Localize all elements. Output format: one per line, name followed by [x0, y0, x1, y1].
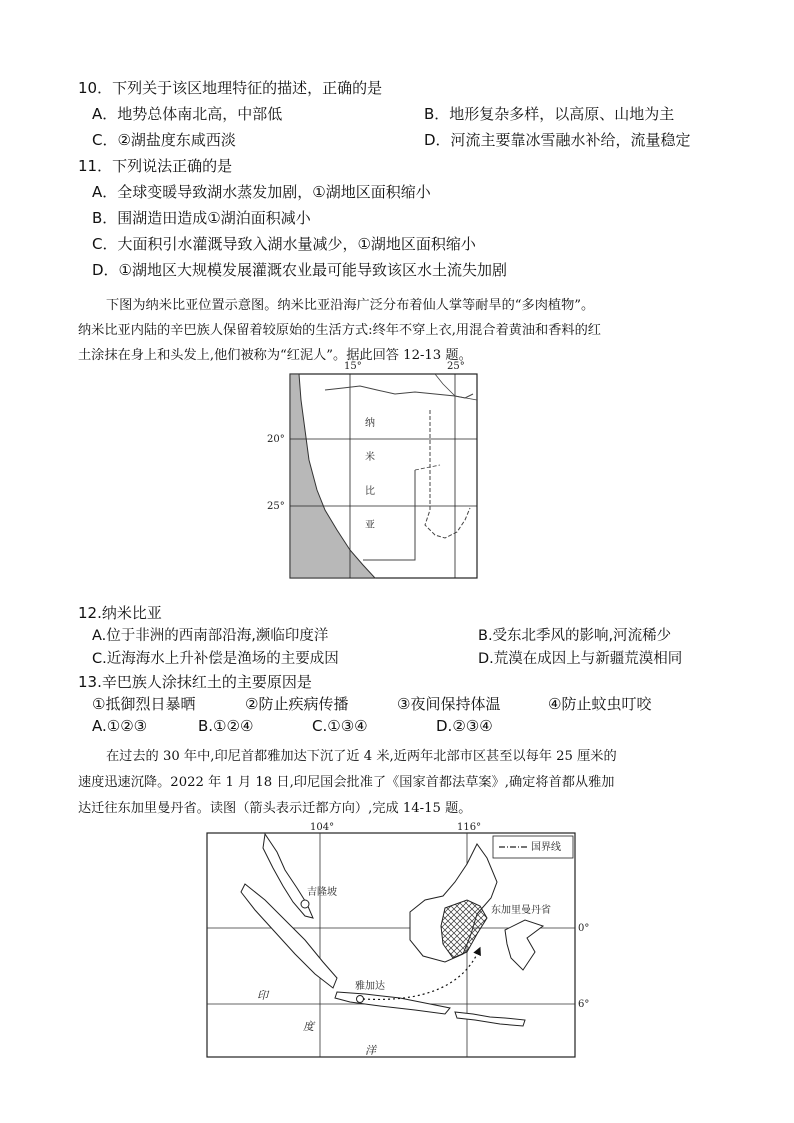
q11-option-c: C．大面积引水灌溉导致入湖水量减少，①湖地区面积缩小: [92, 235, 476, 253]
jakarta-point: [357, 996, 364, 1003]
lon-label-104: 104°: [310, 822, 335, 833]
q10-option-a: A．地势总体南北高，中部低: [92, 105, 283, 123]
passage1-line3: 土涂抹在身上和头发上,他们被称为“红泥人”。据此回答 12-13 题。: [78, 348, 472, 363]
q13-item-2: ②防止疾病传播: [245, 695, 349, 713]
ocean-label-2: 度: [303, 1020, 314, 1033]
country-char-4: 亚: [365, 520, 375, 531]
q13-stem: 13.辛巴族人涂抹红土的主要原因是: [78, 673, 312, 691]
q12-option-a: A.位于非洲的西南部沿海,濒临印度洋: [92, 628, 329, 644]
lat-label-0: 0°: [578, 923, 590, 934]
country-char-1: 纳: [365, 418, 375, 429]
q11-option-b: B．围湖造田造成①湖泊面积减小: [92, 209, 311, 227]
ocean-label-3: 洋: [365, 1044, 376, 1057]
q12-stem: 12.纳米比亚: [78, 604, 162, 622]
passage1-line1: 下图为纳米比亚位置示意图。纳米比亚沿海广泛分布着仙人掌等耐旱的“多肉植物”。: [106, 298, 595, 313]
east-kalimantan-label: 东加里曼丹省: [491, 905, 551, 916]
q12-option-d: D.荒漠在成因上与新疆荒漠相同: [478, 651, 683, 667]
passage1-line2: 纳米比亚内陆的辛巴族人保留着较原始的生活方式:终年不穿上衣,用混合着黄油和香料的红: [78, 323, 601, 338]
namibia-map: [265, 360, 505, 582]
lat-label-20: 20°: [267, 434, 285, 445]
q13-item-1: ①抵御烈日暴晒: [92, 695, 196, 713]
kuala-lumpur-point: [301, 900, 309, 908]
country-char-2: 米: [365, 452, 375, 463]
ocean-label-1: 印: [257, 989, 268, 1002]
lat-label-6: 6°: [578, 999, 590, 1010]
q12-option-b: B.受东北季风的影响,河流稀少: [478, 628, 672, 644]
q10-option-d: D．河流主要靠冰雪融水补给，流量稳定: [424, 131, 691, 149]
q13-option-c: C.①③④: [312, 717, 368, 735]
passage2-line1: 在过去的 30 年中,印尼首都雅加达下沉了近 4 米,近两年北部市区甚至以每年 25 厘米的: [106, 749, 617, 764]
q11-option-d: D．①湖地区大规模发展灌溉农业最可能导致该区水土流失加剧: [92, 261, 508, 279]
q10-option-c: C．②湖盐度东咸西淡: [92, 131, 236, 149]
lon-label-15: 15°: [344, 361, 362, 372]
q13-item-3: ③夜间保持体温: [397, 695, 501, 713]
q13-item-4: ④防止蚊虫叮咬: [548, 695, 652, 713]
lon-label-25: 25°: [447, 361, 465, 372]
country-char-3: 比: [365, 486, 375, 497]
passage2-line2: 速度迅速沉降。2022 年 1 月 18 日,印尼国会批准了《国家首都法草案》,确定将首都从雅加: [78, 775, 615, 790]
q10-option-b: B．地形复杂多样，以高原、山地为主: [424, 105, 675, 123]
q13-option-d: D.②③④: [436, 717, 493, 735]
q11-stem: 11．下列说法正确的是: [78, 157, 233, 175]
legend-label: 国界线: [531, 842, 561, 853]
kuala-lumpur-label: 吉隆坡: [307, 887, 337, 898]
q13-option-a: A.①②③: [92, 717, 148, 735]
q13-option-b: B.①②④: [198, 717, 254, 735]
q12-option-c: C.近海海水上升补偿是渔场的主要成因: [92, 651, 339, 667]
passage2-line3: 达迁往东加里曼丹省。读图（箭头表示迁都方向）,完成 14-15 题。: [78, 801, 472, 816]
q11-option-a: A．全球变暖导致湖水蒸发加剧，①湖地区面积缩小: [92, 183, 431, 201]
jakarta-label: 雅加达: [355, 981, 385, 992]
lat-label-25: 25°: [267, 501, 285, 512]
indonesia-map: [205, 822, 600, 1060]
q10-stem: 10．下列关于该区地理特征的描述，正确的是: [78, 79, 383, 97]
lon-label-116: 116°: [457, 822, 482, 833]
